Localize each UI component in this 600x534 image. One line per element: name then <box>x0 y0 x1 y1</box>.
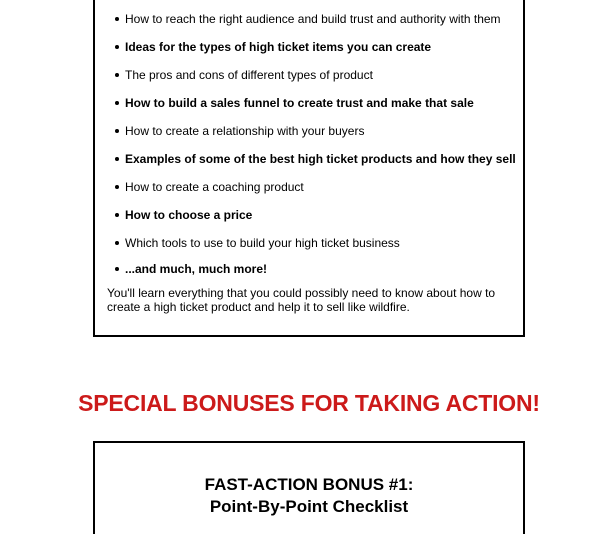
feature-item: How to create a coaching product <box>125 180 525 194</box>
feature-item: How to build a sales funnel to create trust and make that sale <box>125 96 525 110</box>
feature-item: How to create a relationship with your buyers <box>125 124 525 138</box>
bonuses-heading: SPECIAL BONUSES FOR TAKING ACTION! <box>78 390 540 416</box>
feature-item: How to choose a price <box>125 208 525 222</box>
bonus-card <box>93 441 525 534</box>
feature-item: ...and much, much more! <box>125 262 525 276</box>
features-summary: You'll learn everything that you could possibly need to know about how to create a high ticket product and help it to sell like wildfire. <box>107 286 496 314</box>
feature-item: Ideas for the types of high ticket items you can create <box>125 40 525 54</box>
bonus-subtitle: Point-By-Point Checklist <box>209 497 409 516</box>
feature-item: The pros and cons of different types of product <box>125 68 525 82</box>
feature-item: How to reach the right audience and build trust and authority with them <box>125 12 525 26</box>
feature-item: Which tools to use to build your high ticket business <box>125 236 525 250</box>
features-box <box>93 0 525 337</box>
bonus-title: FAST-ACTION BONUS #1: <box>204 475 414 494</box>
feature-item: Examples of some of the best high ticket products and how they sell <box>125 152 525 166</box>
